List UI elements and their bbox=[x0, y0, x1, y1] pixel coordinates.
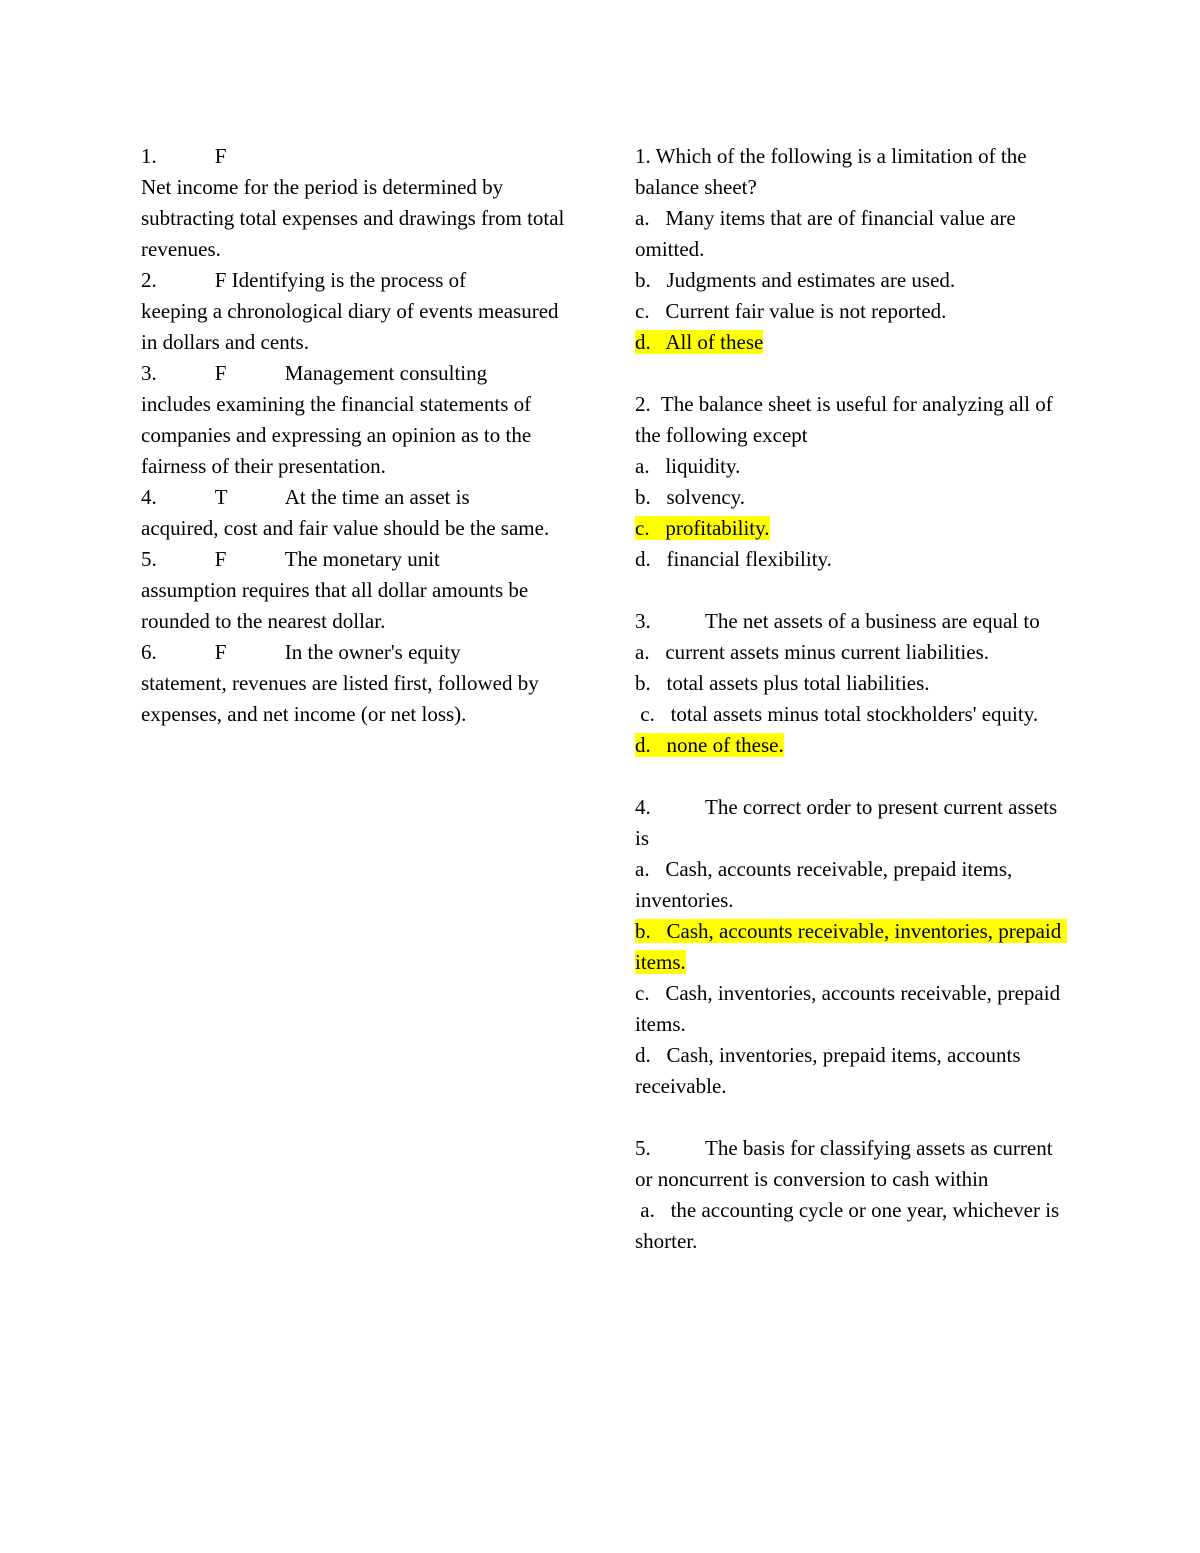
q1-option-d-highlighted: d. All of these bbox=[635, 330, 764, 354]
q1-option-c: c. Current fair value is not reported. bbox=[635, 299, 947, 323]
tf-item-3-text: includes examining the financial statements of companies and expressing an opinion as to the fairness of their presentation. bbox=[141, 392, 537, 478]
q2-option-a: a. liquidity. bbox=[635, 454, 741, 478]
q1-question: 1. Which of the following is a limitation of the balance sheet? bbox=[635, 144, 1032, 199]
q1-option-a: a. Many items that are of financial value are omitted. bbox=[635, 206, 1021, 261]
q2-option-c-highlighted: c. profitability. bbox=[635, 516, 770, 540]
q2-question: 2. The balance sheet is useful for analyzing all of the following except bbox=[635, 392, 1058, 447]
q1-option-b: b. Judgments and estimates are used. bbox=[635, 268, 956, 292]
q2-option-b: b. solvency. bbox=[635, 485, 746, 509]
tf-item-1-header: 1. F bbox=[141, 144, 227, 168]
q4-option-a: a. Cash, accounts receivable, prepaid items, inventories. bbox=[635, 857, 1018, 912]
q5-option-a: a. the accounting cycle or one year, whichever is shorter. bbox=[635, 1198, 1065, 1253]
q3-option-d-highlighted: d. none of these. bbox=[635, 733, 784, 757]
q3-question: 3. The net assets of a business are equal to bbox=[635, 609, 1040, 633]
tf-item-5-text: assumption requires that all dollar amounts be rounded to the nearest dollar. bbox=[141, 578, 534, 633]
q4-question: 4. The correct order to present current assets is bbox=[635, 795, 1063, 850]
q4-option-b-highlighted: b. Cash, accounts receivable, inventories, prepaid items. bbox=[635, 919, 1067, 974]
q3-option-a: a. current assets minus current liabilities. bbox=[635, 640, 989, 664]
q3-option-c: c. total assets minus total stockholders' equity. bbox=[635, 702, 1039, 726]
q4-option-c: c. Cash, inventories, accounts receivable, prepaid items. bbox=[635, 981, 1066, 1036]
q3-option-b: b. total assets plus total liabilities. bbox=[635, 671, 930, 695]
q4-option-d: d. Cash, inventories, prepaid items, accounts receivable. bbox=[635, 1043, 1026, 1098]
tf-item-2-text: keeping a chronological diary of events measured in dollars and cents. bbox=[141, 299, 564, 354]
tf-item-1-text: Net income for the period is determined by subtracting total expenses and drawings from total revenues. bbox=[141, 175, 570, 261]
tf-item-5-header: 5. F The monetary unit bbox=[141, 547, 440, 571]
tf-item-4-header: 4. T At the time an asset is bbox=[141, 485, 470, 509]
right-column bbox=[635, 141, 1065, 1257]
tf-item-6-header: 6. F In the owner's equity bbox=[141, 640, 461, 664]
q5-question: 5. The basis for classifying assets as current or noncurrent is conversion to cash within bbox=[635, 1136, 1058, 1191]
q2-option-d: d. financial flexibility. bbox=[635, 547, 832, 571]
tf-item-4-text: acquired, cost and fair value should be the same. bbox=[141, 516, 550, 540]
tf-item-3-header: 3. F Management consulting bbox=[141, 361, 488, 385]
tf-item-2-header: 2. F Identifying is the process of bbox=[141, 268, 467, 292]
left-column bbox=[141, 141, 570, 730]
tf-item-6-text: statement, revenues are listed first, followed by expenses, and net income (or net loss). bbox=[141, 671, 544, 726]
